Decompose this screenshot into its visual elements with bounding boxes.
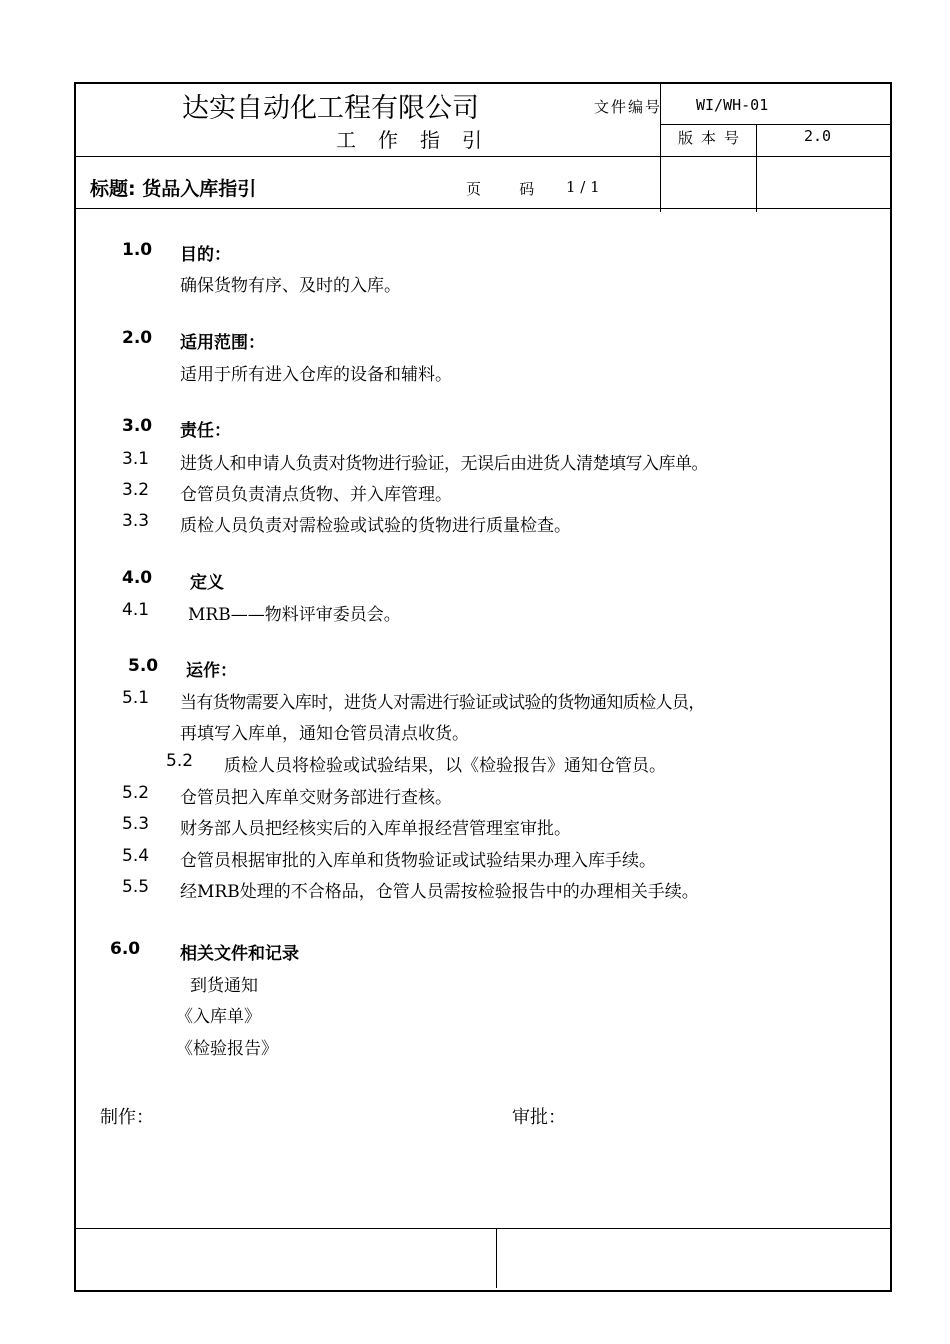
section-2-title: 适用范围：	[180, 333, 265, 353]
list-item: 质检人员将检验或试验结果，以《检验报告》通知仓管员。	[224, 756, 666, 776]
version-value: 2.0	[804, 127, 832, 145]
section-1-number: 1.0	[122, 240, 153, 260]
list-item: 仓管员负责清点货物、并入库管理。	[180, 485, 452, 505]
document-title: 标题: 货品入库指引	[90, 178, 257, 200]
header-divider	[74, 156, 890, 157]
list-item-number: 5.2	[166, 751, 194, 771]
section-3-title: 责任：	[180, 421, 231, 441]
list-item-number: 3.2	[122, 480, 150, 500]
page-label: 页 码	[466, 180, 541, 198]
file-number-value: WI/WH-01	[696, 96, 769, 114]
list-item: 进货人和申请人负责对货物进行验证，无误后由进货人清楚填写入库单。	[180, 454, 708, 474]
list-item: 财务部人员把经核实后的入库单报经营管理室审批。	[180, 819, 571, 839]
list-item-number: 5.2	[122, 783, 150, 803]
section-5-number: 5.0	[128, 656, 159, 676]
list-item-number: 5.3	[122, 814, 150, 834]
list-item: 质检人员负责对需检验或试验的货物进行质量检查。	[180, 516, 571, 536]
file-number-label: 文件编号	[594, 98, 663, 116]
section-5-title: 运作：	[186, 661, 237, 681]
version-row-line	[660, 124, 890, 125]
section-3-number: 3.0	[122, 416, 153, 436]
list-item: 当有货物需要入库时，进货人对需进行验证或试验的货物通知质检人员，	[180, 693, 705, 713]
document-subtitle: 工作指引	[336, 128, 504, 152]
list-item: MRB——物料评审委员会。	[188, 605, 401, 625]
section-6-title: 相关文件和记录	[180, 944, 299, 964]
version-label: 版本号	[678, 129, 748, 147]
company-name: 达实自动化工程有限公司	[182, 93, 479, 124]
list-item-number: 5.4	[122, 846, 150, 866]
section-4-title: 定义	[190, 573, 224, 593]
section-4-number: 4.0	[122, 568, 153, 588]
list-item: 经MRB处理的不合格品，仓管人员需按检验报告中的办理相关手续。	[180, 882, 699, 902]
list-item: 到货通知	[190, 976, 258, 996]
section-2-text: 适用于所有进入仓库的设备和辅料。	[180, 365, 452, 385]
list-item: 仓管员把入库单交财务部进行查核。	[180, 788, 452, 808]
title-divider	[74, 208, 890, 209]
approved-by-label: 审批：	[512, 1107, 566, 1128]
section-6-number: 6.0	[110, 939, 141, 959]
section-1-text: 确保货物有序、及时的入库。	[180, 276, 401, 296]
list-item: 《检验报告》	[176, 1039, 278, 1059]
footer-divider	[74, 1228, 890, 1229]
section-1-title: 目的：	[180, 245, 231, 265]
page-value: 1 / 1	[566, 178, 600, 196]
list-item: 仓管员根据审批的入库单和货物验证或试验结果办理入库手续。	[180, 851, 656, 871]
list-item-continuation: 再填写入库单，通知仓管员清点收货。	[180, 724, 469, 744]
made-by-label: 制作：	[100, 1107, 154, 1128]
list-item-number: 3.3	[122, 511, 150, 531]
list-item-number: 4.1	[122, 600, 150, 620]
list-item: 《入库单》	[176, 1007, 261, 1027]
footer-col-line	[496, 1228, 497, 1288]
list-item-number: 5.5	[122, 877, 150, 897]
list-item-number: 3.1	[122, 449, 150, 469]
section-2-number: 2.0	[122, 328, 153, 348]
list-item-number: 5.1	[122, 688, 150, 708]
header-col-line-2	[756, 124, 757, 212]
